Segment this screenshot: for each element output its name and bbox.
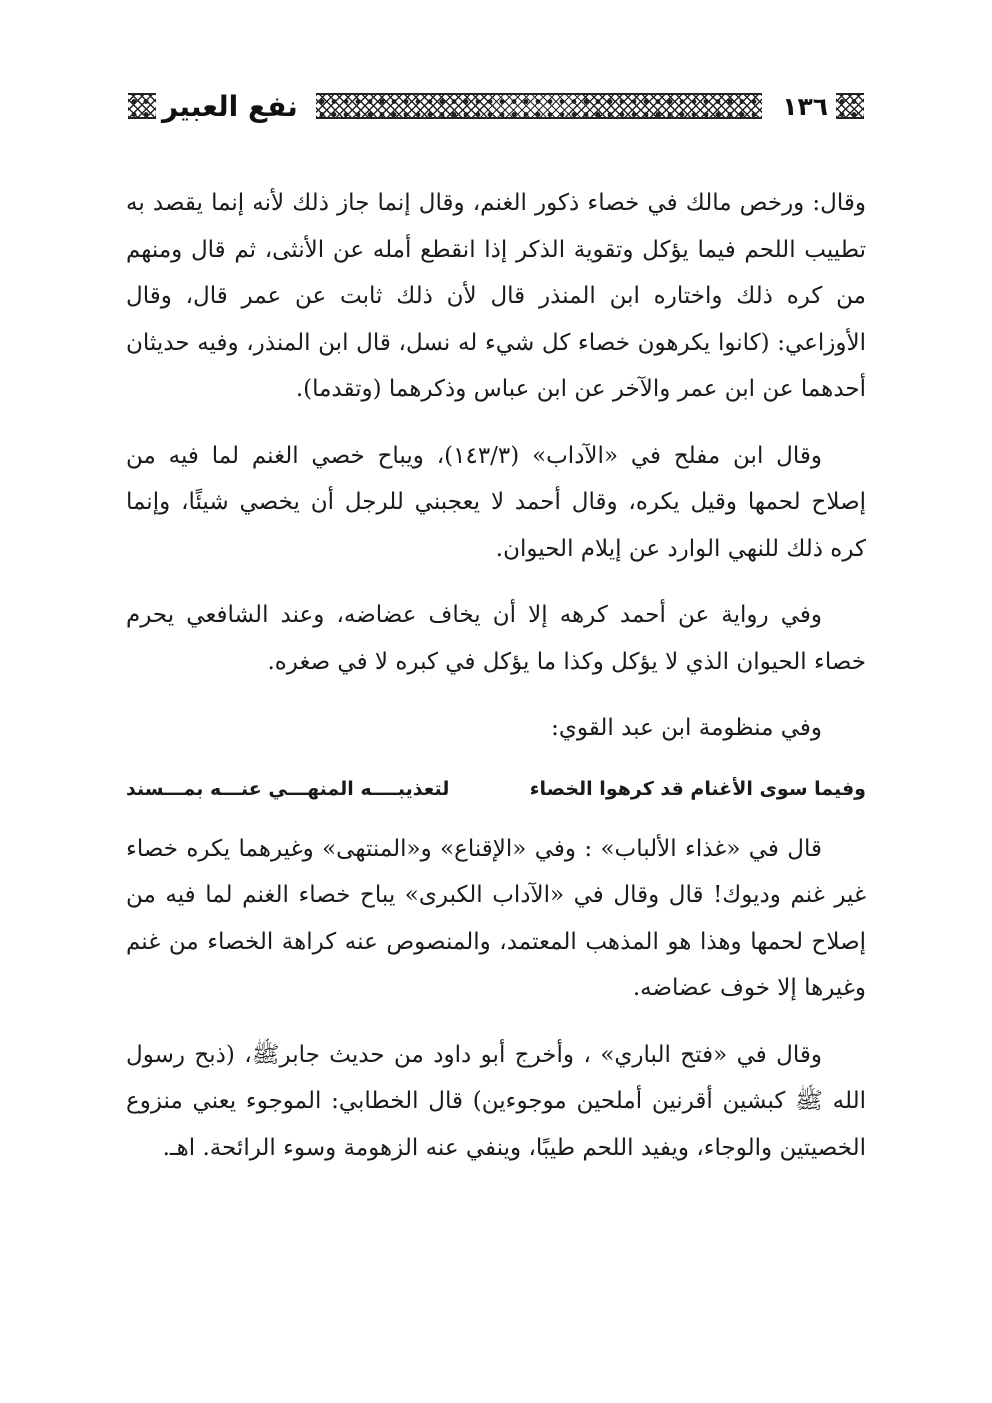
ornament-border-middle — [316, 93, 762, 119]
paragraph-3: وفي رواية عن أحمد كرهه إلا أن يخاف عضاضه، وعند الشافعي يحرم خصاء الحيوان الذي لا يؤكل وكذا ما يؤكل في كبره لا في صغره. — [126, 602, 866, 675]
verse-second-hemistich: لتعذيبــــه المنهـــي عنـــه بمـــسند — [126, 777, 450, 800]
ornament-border-left — [128, 93, 156, 119]
poem-verse — [126, 766, 866, 812]
paragraph-1: وقال: ورخص مالك في خصاء ذكور الغنم، وقال إنما جاز ذلك لأنه إنما يقصد به تطييب اللحم فيما يؤكل وتقوية الذكر إذا انقطع أمله عن الأنثى، ثم قال ومنهم من كره ذلك واختاره ابن المنذر قال لأن ذلك ثابت عن عمر قال، وقال الأوزاعي: (كانوا يكرهون خصاء كل شيء له نسل، قال ابن المنذر، وفيه حديثان أحدهما عن ابن عمر والآخر عن ابن عباس وذكرهما (وتقدما). — [126, 190, 866, 402]
paragraph-4: وفي منظومة ابن عبد القوي: — [551, 715, 822, 741]
paragraph-5: قال في «غذاء الألباب» : وفي «الإقناع» و«المنتهى» وغيرهما يكره خصاء غير غنم وديوك! قال وقال في «الآداب الكبرى» يباح خصاء الغنم لما فيه من إصلاح لحمها وهذا هو المذهب المعتمد، والمنصوص عنه كراهة الخصاء من غنم وغيرها إلا خوف عضاضه. — [126, 835, 866, 1001]
running-header — [128, 86, 864, 126]
page-number: ١٣٦ — [782, 91, 828, 121]
book-title: نفع العبير — [162, 89, 298, 123]
paragraph-2: وقال ابن مفلح في «الآداب» (١٤٣/٣)، ويباح خصي الغنم لما فيه من إصلاح لحمها وقيل يكره، وقال أحمد لا يعجبني للرجل أن يخصي شيئًا، وإنما كره ذلك للنهي الوارد عن إيلام الحيوان. — [126, 442, 866, 562]
verse-first-hemistich: وفيما سوى الأغنام قد كرهوا الخصاء — [529, 777, 866, 800]
page-body — [126, 180, 866, 1191]
paragraph-6: وقال في «فتح الباري» ، وأخرج أبو داود من حديث جابرﷺ، (ذبح رسول الله ﷺ كبشين أقرنين أملحين موجوءين) قال الخطابي: الموجوء يعني منزوع الخصيتين والوجاء، ويفيد اللحم طيبًا، وينفي عنه الزهومة وسوء الرائحة. اهـ. — [126, 1041, 866, 1161]
ornament-border-right — [836, 93, 864, 119]
